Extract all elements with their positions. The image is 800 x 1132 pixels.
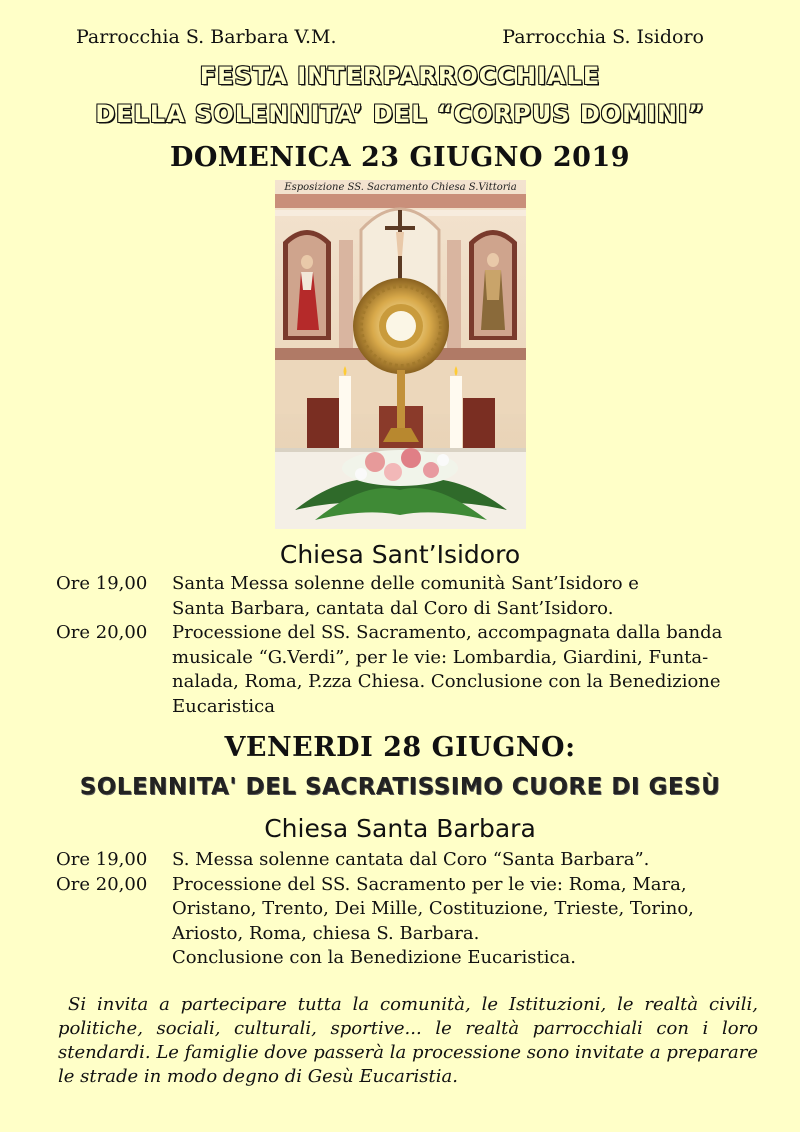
description-line: nalada, Roma, P.zza Chiesa. Conclusione con la Benedizione xyxy=(172,671,721,692)
description-line: musicale “G.Verdi”, per le vie: Lombardia, Giardini, Funta- xyxy=(172,646,709,668)
schedule-time: Ore 19,00 xyxy=(56,573,148,594)
invitation-text: Si invita a partecipare tutta la comunità, le Istituzioni, le realtà civili, politiche, sociali, culturali, sportive... le realtà parrocchiali con i loro stendardi. Le famiglie dove passerà la processione sono invitate a preparare le strade in modo degno di Gesù Eucaristia. xyxy=(58,994,758,1087)
description-line: Oristano, Trento, Dei Mille, Costituzione, Trieste, Torino, xyxy=(172,898,694,919)
description-line: Santa Messa solenne delle comunità Sant’Isidoro e xyxy=(172,573,639,594)
festival-subtitle: DELLA SOLENNITA’ DEL “CORPUS DOMINI” xyxy=(95,100,705,128)
schedule-time: Ore 19,00 xyxy=(56,849,148,870)
schedule-description xyxy=(172,873,756,971)
photo-caption: Esposizione SS. Sacramento Chiesa S.Vittoria xyxy=(284,182,517,193)
schedule-row xyxy=(56,848,756,873)
festival-title: FESTA INTERPARROCCHIALE xyxy=(199,62,601,90)
schedule-description xyxy=(172,572,756,621)
church-heading-isidoro: Chiesa Sant’Isidoro xyxy=(279,540,521,569)
schedule-description xyxy=(172,621,756,719)
church-heading-barbara: Chiesa Santa Barbara xyxy=(264,814,536,843)
sacred-heart-title: SOLENNITA' DEL SACRATISSIMO CUORE DI GESÙ xyxy=(79,774,721,800)
monstrance-photo xyxy=(275,180,526,529)
parish-header xyxy=(76,26,704,48)
description-line: Santa Barbara, cantata dal Coro di Sant’Isidoro. xyxy=(172,597,614,619)
description-line: Conclusione con la Benedizione Eucaristica. xyxy=(172,947,576,968)
description-line: Ariosto, Roma, chiesa S. Barbara. xyxy=(172,922,480,944)
altar-illustration xyxy=(275,180,526,529)
description-line: Processione del SS. Sacramento, accompagnata dalla banda xyxy=(172,622,723,643)
description-line: S. Messa solenne cantata dal Coro “Santa Barbara”. xyxy=(172,849,650,870)
second-date: VENERDI 28 GIUGNO: xyxy=(224,732,576,763)
description-line: Processione del SS. Sacramento per le vie: Roma, Mara, xyxy=(172,873,687,895)
schedule-time: Ore 20,00 xyxy=(56,873,148,895)
schedule-time: Ore 20,00 xyxy=(56,622,148,643)
schedule-row xyxy=(56,873,756,971)
schedule-isidoro xyxy=(56,572,756,719)
schedule-description xyxy=(172,848,756,873)
schedule-row xyxy=(56,621,756,719)
parish-left: Parrocchia S. Barbara V.M. xyxy=(76,26,337,48)
schedule-barbara xyxy=(56,848,756,971)
schedule-row xyxy=(56,572,756,621)
parish-right: Parrocchia S. Isidoro xyxy=(502,26,704,48)
description-line: Eucaristica xyxy=(172,695,275,717)
main-date: DOMENICA 23 GIUGNO 2019 xyxy=(169,142,631,173)
